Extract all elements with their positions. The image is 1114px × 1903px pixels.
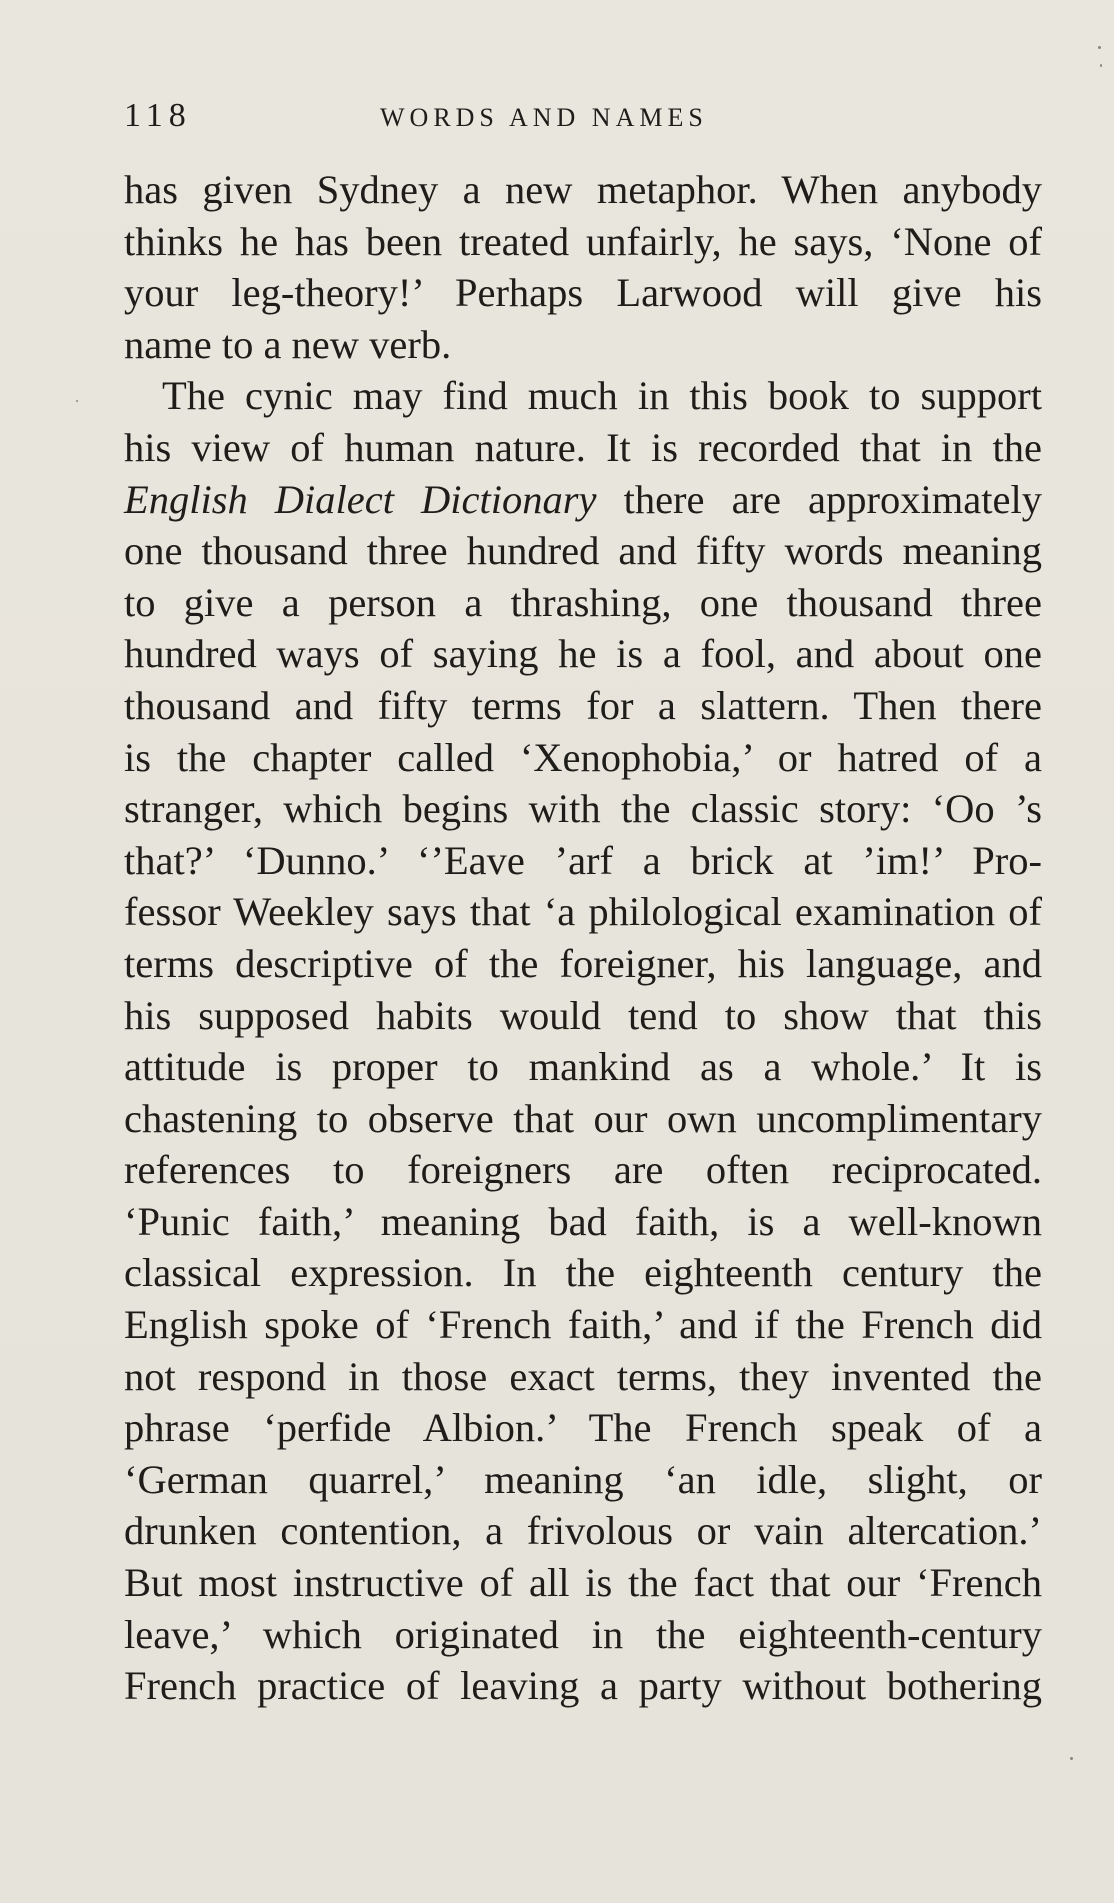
text-line: thinks he has been treated unfairly, he says, ‘None of: [124, 218, 1042, 264]
running-head: [124, 96, 1044, 140]
text-line: not respond in those exact terms, they invented the: [124, 1353, 1042, 1399]
paper-speck: [1100, 64, 1102, 67]
paper-speck: [1070, 1757, 1073, 1760]
text-line: has given Sydney a new metaphor. When anybody: [124, 167, 1042, 212]
text-line: stranger, which begins with the classic story: ‘Oo ’s: [124, 786, 1042, 832]
running-title: WORDS AND NAMES: [380, 103, 708, 132]
text-line: chastening to observe that our own uncomplimentary: [124, 1095, 1042, 1141]
text-line: classical expression. In the eighteenth century the: [124, 1250, 1042, 1296]
text-line: ‘German quarrel,’ meaning ‘an idle, slight, or: [124, 1456, 1042, 1502]
text-line: to give a person a thrashing, one thousand three: [124, 579, 1042, 625]
paper-speck: [76, 400, 78, 402]
body-text: [124, 164, 1042, 1712]
text-line: drunken contention, a frivolous or vain altercation.’: [124, 1508, 1042, 1554]
page-number: 118: [124, 97, 192, 134]
text-line: references to foreigners are often reciprocated.: [124, 1147, 1042, 1193]
text-line: leave,’ which originated in the eighteenth-century: [124, 1611, 1042, 1657]
text-line: fessor Weekley says that ‘a philological examination of: [124, 889, 1042, 935]
text-line: ‘Punic faith,’ meaning bad faith, is a well-known: [124, 1198, 1042, 1244]
book-title-italic: English Dialect Dictionary: [124, 476, 597, 522]
text-line: phrase ‘perfide Albion.’ The French speak of a: [124, 1405, 1042, 1451]
text-line: is the chapter called ‘Xenophobia,’ or hatred of a: [124, 734, 1042, 780]
text-line: French practice of leaving a party without bothering: [124, 1663, 1042, 1709]
paper-speck: [1098, 46, 1101, 49]
text-line: But most instructive of all is the fact that our ‘French: [124, 1560, 1042, 1606]
text-line: The cynic may find much in this book to support: [162, 373, 1042, 419]
text-line: hundred ways of saying he is a fool, and about one: [124, 631, 1042, 677]
text-line: terms descriptive of the foreigner, his language, and: [124, 940, 1042, 986]
text-line: that?’ ‘Dunno.’ ‘’Eave ’arf a brick at ’im!’ Pro-: [124, 837, 1042, 883]
text-line: attitude is proper to mankind as a whole.’ It is: [124, 1044, 1042, 1090]
text-line: one thousand three hundred and fifty words meaning: [124, 528, 1042, 574]
text-line: your leg-theory!’ Perhaps Larwood will give his: [124, 270, 1042, 316]
text-line: English spoke of ‘French faith,’ and if the French did: [124, 1302, 1042, 1348]
text-line: his view of human nature. It is recorded that in the: [124, 424, 1042, 470]
text-line: thousand and fifty terms for a slattern. Then there: [124, 682, 1042, 728]
text-line: English Dialect Dictionary there are approximately: [124, 476, 1042, 522]
text-line: name to a new verb.: [124, 321, 452, 367]
text-line: his supposed habits would tend to show that this: [124, 992, 1042, 1038]
